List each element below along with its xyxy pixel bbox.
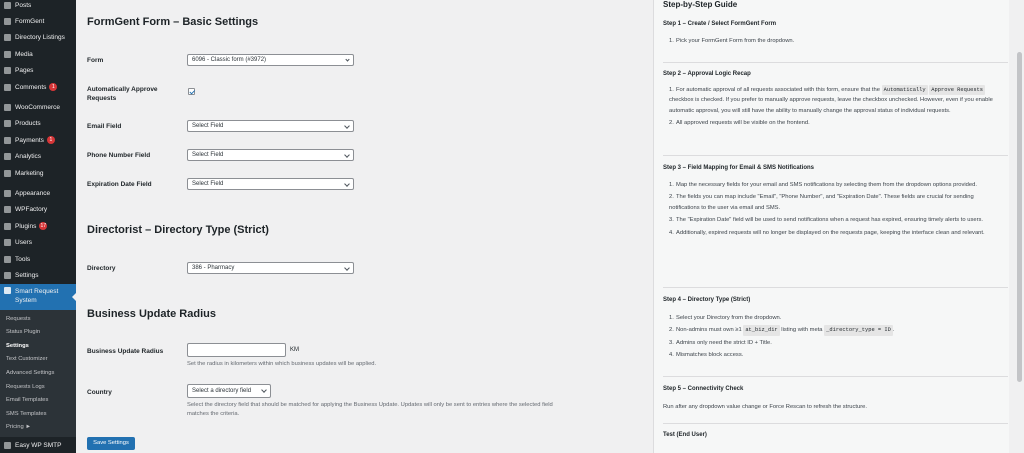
radius-unit: KM [290,347,299,353]
sidebar-item-products[interactable] [0,116,76,132]
sidebar-submenu [0,310,76,437]
sidebar-item-label: Marketing [15,169,44,177]
mail-icon [4,287,11,294]
step1-list [669,36,1004,48]
guide-panel [653,0,1009,453]
step1-title: Step 1 – Create / Select FormGent Form [663,21,777,27]
list-item: 1. Select your Directory from the dropdown. [669,315,782,321]
step2-list [669,85,1004,131]
sidebar-item-label: Users [15,239,32,247]
step2-title: Step 2 – Approval Logic Recap [663,71,751,77]
sidebar-item-woocommerce[interactable] [0,99,76,115]
checkmark-icon [189,88,194,93]
sidebar-item-easy-wp-smtp[interactable] [0,437,76,453]
plugin-icon [4,223,11,230]
country-select[interactable] [187,384,271,398]
submenu-item-requests[interactable]: Requests [6,315,31,322]
radius-description: Set the radius in kilometers within which business updates will be applied. [187,361,377,367]
phone-field-label: Phone Number Field [87,152,151,159]
guide-title: Step-by-Step Guide [663,0,738,9]
code-snippet: at_biz_dir [743,325,779,335]
list-item-text: Select your Directory from the dropdown. [676,315,782,321]
form-select-value: 6096 - Classic form (#3972) [192,57,267,63]
list-item: 2. The fields you can map include "Email", "Phone Number", and "Expiration Date". These fields are crucial for sending notifications to the user via email and SMS. [669,194,974,211]
sidebar-item-label: WPFactory [15,206,48,214]
sidebar-item-tools[interactable] [0,251,76,267]
list-item: 2. All approved requests will be visible on the frontend. [669,120,810,127]
submenu-item-status-plugin[interactable]: Status Plugin [6,329,41,336]
sidebar-item-label: Directory Listings [15,34,65,42]
step3-title: Step 3 – Field Mapping for Email & SMS Notifications [663,165,815,171]
chevron-down-icon [261,387,267,393]
sidebar-item-smart-request-system[interactable] [0,284,76,310]
sidebar-item-label: Plugins [15,222,37,230]
radius-input[interactable] [187,343,286,357]
sidebar-item-plugins[interactable] [0,218,76,234]
mail-icon [4,442,11,449]
expiration-field-label: Expiration Date Field [87,181,152,188]
submenu-item-advanced-settings[interactable]: Advanced Settings [6,370,55,377]
page-icon [4,67,11,74]
auto-approve-checkbox[interactable] [188,88,195,95]
divider [663,287,1008,288]
list-item: 3. Admins only need the strict ID + Title. [669,339,772,346]
list-item-text: Map the necessary fields for your email and SMS notifications by selecting them from the dropdown options provided. [676,182,977,188]
chevron-down-icon [344,152,350,158]
radius-label: Business Update Radius [87,348,164,355]
admin-sidebar [0,0,76,453]
sidebar-item-marketing[interactable] [0,165,76,181]
pin-icon [4,2,11,9]
email-field-select[interactable] [187,120,354,132]
sidebar-item-users[interactable] [0,234,76,250]
list-item: 4. Additionally, expired requests will no longer be displayed on the requests page, keeping the interface clean and relevant. [669,229,985,236]
plugins-count-badge: 17 [40,223,47,230]
submenu-item-settings[interactable]: Settings [6,342,29,349]
list-item-text: Additionally, expired requests will no longer be displayed on the requests page, keeping the interface clean and relevant. [676,229,985,236]
sidebar-item-label: Posts [15,1,32,9]
chevron-down-icon [344,123,350,129]
sidebar-item-label: Analytics [15,153,42,161]
section-title-business-update: Business Update Radius [87,308,216,320]
wrench-icon [4,256,11,263]
auto-approve-label: Automatically Approve Requests [87,86,158,102]
form-icon [4,18,11,25]
list-item: 1. Map the necessary fields for your email and SMS notifications by selecting them from the dropdown options provided. [669,182,977,188]
payment-icon [4,137,11,144]
list-item-text: The "Expiration Date" field will be used to send notifications when a request has expired, ensuring timely alerts to users. [676,217,984,224]
divider [663,155,1008,156]
sidebar-item-wpfactory[interactable] [0,202,76,218]
list-item-text: Non-admins must own ≥1 [676,327,742,334]
settings-icon [4,272,11,279]
sidebar-item-analytics[interactable] [0,149,76,165]
sidebar-item-label: Easy WP SMTP [15,441,62,449]
directory-label: Directory [87,265,116,272]
sidebar-item-appearance[interactable] [0,185,76,201]
email-field-label: Email Field [87,123,122,130]
sidebar-item-label: Comments [15,83,47,91]
sidebar-item-settings[interactable] [0,267,76,283]
payments-count-badge: 1 [47,136,55,144]
sidebar-item-comments[interactable] [0,79,76,95]
list-item: 4. Mismatches block access. [669,352,744,359]
product-icon [4,120,11,127]
step3-list [669,180,1004,240]
divider [663,62,1008,63]
country-description: Select the directory field that should be matched for applying the Business Update. Updates will only be sent to entries where the selected field matches the criteria. [187,402,553,417]
step5-text: Run after any dropdown value change or Force Rescan to refresh the structure. [663,404,867,410]
divider [663,376,1008,377]
woo-icon [4,104,11,111]
step5-title: Step 5 – Connectivity Check [663,386,744,392]
expiration-field-select-value: Select Field [192,181,224,187]
sidebar-item-label: Products [15,120,41,128]
sidebar-item-label: Payments [15,136,44,144]
list-item-text: listing with meta [781,327,823,334]
sidebar-item-directory-listings[interactable] [0,30,76,46]
sidebar-item-label: Settings [15,271,39,279]
submenu-item-email-templates[interactable]: Email Templates [6,397,49,404]
list-icon [4,34,11,41]
form-label: Form [87,57,104,64]
list-item: 1. For automatic approval of all requests associated with this form, ensure that the Automatically Approve Requests checkbox is checked. If you prefer to manually approve requests, leave the checkbox unchecked. However, even if you enable automatic approval, you will still have the ability to manually change the approval status of individual requests. [669,87,993,114]
test-title: Test (End User) [663,432,707,438]
submenu-item-pricing[interactable]: Pricing ► [6,424,32,431]
expiration-field-select[interactable] [187,178,354,190]
list-item-text: Admins only need the strict ID + Title. [676,339,772,346]
country-label: Country [87,389,112,396]
list-item-text: All approved requests will be visible on the frontend. [676,120,810,127]
list-item: 2. Non-admins must own ≥1 at_biz_dir listing with meta _directory_type = ID . [669,325,1004,335]
code-snippet: Approve Requests [929,85,985,95]
chevron-down-icon [344,181,350,187]
user-icon [4,239,11,246]
sidebar-item-label: Smart Request System [15,287,59,304]
chevron-down-icon [345,57,349,61]
submenu-item-text-customizer[interactable]: Text Customizer [6,356,48,363]
code-snippet: Automatically [882,85,928,95]
phone-field-select[interactable] [187,149,354,161]
sidebar-item-posts[interactable] [0,0,76,13]
code-snippet: _directory_type = ID [824,325,893,335]
step4-list [669,313,1004,363]
sidebar-item-label: Appearance [15,189,51,197]
list-item-text: Mismatches block access. [676,352,744,359]
sidebar-item-label: WooCommerce [15,104,61,112]
sidebar-item-label: Tools [15,255,31,263]
settings-panel [76,0,631,453]
factory-icon [4,206,11,213]
list-item-text: The fields you can map include "Email", "Phone Number", and "Expiration Date". These fields are crucial for sending notifications to the user via email and SMS. [669,194,974,211]
email-field-select-value: Select Field [192,123,224,129]
sidebar-item-payments[interactable] [0,132,76,148]
section-title-formgent: FormGent Form – Basic Settings [87,16,259,28]
comments-count-badge: 1 [49,83,57,91]
list-item: 1. Pick your FormGent Form from the dropdown. [669,38,795,44]
directory-select[interactable] [187,262,354,274]
brush-icon [4,190,11,197]
list-item: 3. The "Expiration Date" field will be used to send notifications when a request has expired, ensuring timely alerts to users. [669,217,984,224]
save-settings-button[interactable]: Save Settings [87,437,135,450]
directory-select-value: 386 - Pharmacy [192,265,235,271]
divider [663,423,1008,424]
page-scrollbar[interactable] [1015,0,1024,453]
sidebar-item-label: Pages [15,67,34,75]
list-item-text: For automatic approval of all requests associated with this form, ensure that the [676,87,880,93]
list-item-text: Pick your FormGent Form from the dropdown. [676,38,795,44]
megaphone-icon [4,170,11,177]
sidebar-item-media[interactable] [0,46,76,62]
chevron-down-icon [344,265,350,271]
media-icon [4,51,11,58]
submenu-item-requests-logs[interactable]: Requests Logs [6,383,45,390]
sidebar-item-formgent[interactable] [0,13,76,29]
section-title-directorist: Directorist – Directory Type (Strict) [87,224,269,236]
sidebar-item-pages[interactable] [0,63,76,79]
submenu-item-sms-templates[interactable]: SMS Templates [6,410,47,417]
step4-title: Step 4 – Directory Type (Strict) [663,297,751,303]
sidebar-item-label: Media [15,50,33,58]
form-select[interactable] [187,54,354,66]
country-select-value: Select a directory field [192,388,252,394]
sidebar-item-label: FormGent [15,18,45,26]
list-item-text: . [892,327,895,334]
phone-field-select-value: Select Field [192,152,224,158]
analytics-icon [4,153,11,160]
comment-icon [4,84,11,91]
list-item-text: checkbox is checked. If you prefer to manually approve requests, leave the checkbox unchecked. However, even if you enable automatic approval, you will still have the ability to manually change the approval status of individual requests. [669,97,993,114]
scrollbar-thumb[interactable] [1017,52,1022,382]
